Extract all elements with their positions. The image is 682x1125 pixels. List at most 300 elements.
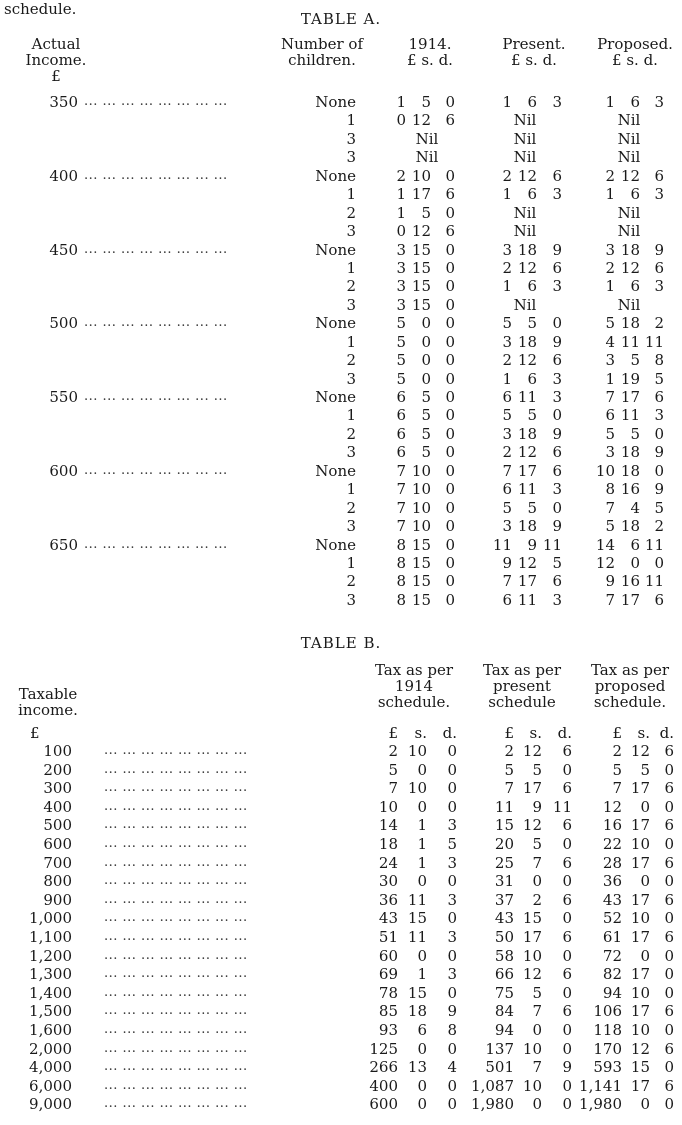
proposed-nil: Nil [617,222,641,241]
table-row [0,316,682,334]
present-pounds: 37 [494,890,514,909]
c1914-shillings: 10 [407,779,427,798]
c1914-pence: 0 [445,314,455,333]
proposed-shillings: 6 [630,535,640,554]
c1914-pence: 0 [445,203,455,222]
proposed-pounds: 593 [593,1058,622,1077]
present-pence: 6 [562,890,572,909]
c1914-shillings: 0 [417,760,427,779]
present-shillings: 11 [517,480,537,499]
c1914-pounds: 85 [378,1002,398,1021]
table-row [0,258,682,279]
c1914-pounds: 0 [396,111,406,130]
c1914-pence: 0 [445,461,455,480]
c1914-pence: 0 [447,983,457,1002]
table-b-header-income: Taxable income. [18,685,78,719]
present-pounds: 43 [494,909,514,928]
c1914-shillings: 5 [421,424,431,443]
c1914-shillings: 1 [417,965,427,984]
children-value: None [315,388,356,406]
c1914-pounds: 8 [396,553,406,572]
c1914-pounds: 2 [396,166,406,185]
c1914-pence: 3 [447,890,457,909]
present-shillings: 11 [517,388,537,406]
income-value: 600 [43,834,72,853]
proposed-pence: 0 [654,553,664,572]
income-value: 900 [43,890,72,909]
c1914-shillings: 0 [417,946,427,965]
present-pence: 11 [542,535,562,554]
proposed-pounds: 3 [605,443,615,462]
c1914-pounds: 7 [396,498,406,517]
income-value: 4,000 [29,1058,72,1077]
present-shillings: 12 [517,553,537,572]
proposed-nil: Nil [617,111,641,130]
c1914-nil: Nil [415,129,439,148]
income-value: 450 [49,240,78,259]
c1914-shillings: 10 [407,742,427,760]
c1914-pounds: 14 [378,816,398,835]
present-pence: 9 [552,332,562,351]
present-shillings: 12 [517,443,537,462]
c1914-shillings: 15 [411,240,431,259]
proposed-pence: 9 [654,480,664,499]
proposed-pounds: 1 [605,185,615,204]
c1914-shillings: 17 [411,185,431,204]
proposed-shillings: 0 [640,797,650,816]
table-row [0,744,682,763]
c1914-pence: 3 [447,816,457,835]
c1914-pence: 0 [445,295,455,314]
income-value: 6,000 [29,1076,72,1095]
children-value: 3 [346,129,356,148]
present-pence: 6 [562,1002,572,1021]
present-pence: 3 [552,185,562,204]
leader-dots: ... ... ... ... ... ... ... ... [104,744,248,757]
present-shillings: 9 [532,797,542,816]
c1914-pence: 8 [447,1020,457,1039]
table-row [0,390,682,408]
table-row [0,482,682,500]
proposed-shillings: 12 [620,166,640,185]
proposed-pounds: 28 [602,853,622,872]
c1914-pounds: 6 [396,424,406,443]
present-pence: 3 [552,277,562,296]
present-pounds: 11 [494,797,514,816]
present-pence: 9 [552,517,562,536]
leader-dots: ... ... ... ... ... ... ... ... [84,316,228,330]
present-shillings: 0 [532,872,542,891]
present-shillings: 12 [522,965,542,984]
unit-pounds-1914: £ [388,724,398,742]
table-b-unit-row [0,726,682,744]
c1914-shillings: 1 [417,816,427,835]
table-row [0,1097,682,1116]
present-pence: 3 [552,369,562,388]
table-row [0,853,682,875]
children-value: 3 [346,222,356,241]
c1914-shillings: 0 [417,1095,427,1114]
proposed-pence: 0 [654,461,664,480]
children-value: 1 [346,111,356,130]
present-pounds: 58 [494,946,514,965]
leader-dots: ... ... ... ... ... ... ... ... [84,242,228,256]
c1914-shillings: 5 [421,93,431,111]
present-pounds: 2 [502,351,512,370]
present-pounds: 2 [504,742,514,760]
unit-pence-proposed: d. [659,724,674,742]
c1914-pounds: 7 [396,517,406,536]
table-b-header [0,662,682,728]
proposed-pence: 0 [654,424,664,443]
proposed-shillings: 6 [630,93,640,111]
proposed-shillings: 5 [630,351,640,370]
c1914-pounds: 8 [396,572,406,591]
c1914-shillings: 0 [417,797,427,816]
present-pence: 3 [552,388,562,406]
table-a-header [0,36,682,96]
present-pence: 0 [562,1095,572,1114]
proposed-shillings: 18 [620,517,640,536]
income-value: 500 [43,816,72,835]
table-row [0,203,682,224]
c1914-shillings: 10 [411,166,431,185]
table-row [0,519,682,537]
present-nil: Nil [513,148,537,167]
proposed-pounds: 94 [602,983,622,1002]
present-pounds: 7 [502,572,512,591]
leader-dots: ... ... ... ... ... ... ... ... [84,463,228,477]
c1914-pence: 4 [447,1058,457,1077]
c1914-pence: 0 [445,388,455,406]
present-pence: 0 [562,1076,572,1095]
c1914-pence: 0 [445,572,455,591]
proposed-pence: 2 [654,517,664,536]
present-pounds: 7 [504,779,514,798]
c1914-shillings: 0 [417,1039,427,1058]
table-row [0,240,682,261]
present-pence: 6 [562,779,572,798]
proposed-shillings: 4 [630,498,640,517]
c1914-pounds: 7 [396,461,406,480]
present-pence: 5 [552,553,562,572]
proposed-pence: 0 [664,1058,674,1077]
c1914-shillings: 15 [407,983,427,1002]
present-pence: 0 [562,872,572,891]
children-value: 3 [346,443,356,462]
c1914-pence: 0 [445,498,455,517]
proposed-pence: 0 [664,797,674,816]
leader-dots: ... ... ... ... ... ... ... ... [104,1078,248,1092]
proposed-shillings: 0 [640,872,650,891]
present-shillings: 17 [522,779,542,798]
c1914-pounds: 24 [378,853,398,872]
c1914-shillings: 0 [421,332,431,351]
proposed-shillings: 10 [630,1020,650,1039]
present-pence: 6 [562,927,572,946]
c1914-pence: 6 [445,185,455,204]
income-value: 800 [43,872,72,891]
table-row [0,760,682,782]
present-pounds: 84 [494,1002,514,1021]
c1914-pence: 0 [445,480,455,499]
children-value: 3 [346,590,356,609]
c1914-pence: 5 [447,834,457,853]
present-pounds: 1 [502,277,512,296]
present-shillings: 10 [522,1076,542,1095]
present-pounds: 5 [502,406,512,425]
proposed-pence: 9 [654,240,664,259]
table-row [0,353,682,371]
proposed-pounds: 5 [605,517,615,536]
proposed-pounds: 5 [605,314,615,333]
children-value: 3 [346,369,356,388]
table-b-header-present: Tax as per present schedule [482,661,562,711]
c1914-shillings: 15 [411,572,431,591]
c1914-pence: 0 [447,946,457,965]
proposed-shillings: 17 [630,816,650,835]
unit-shillings-present: s. [529,724,542,742]
present-pounds: 6 [502,590,512,609]
c1914-pounds: 7 [396,480,406,499]
proposed-shillings: 18 [620,240,640,259]
present-nil: Nil [513,295,537,314]
present-pounds: 20 [494,834,514,853]
present-pence: 0 [552,498,562,517]
present-pence: 6 [562,742,572,760]
c1914-shillings: 5 [421,203,431,222]
present-pounds: 2 [502,443,512,462]
present-shillings: 6 [527,93,537,111]
table-a-title: TABLE A. [300,10,382,28]
present-shillings: 5 [532,760,542,779]
proposed-shillings: 0 [640,946,650,965]
proposed-pence: 11 [644,572,664,591]
children-value: None [315,461,356,480]
present-pence: 0 [562,1039,572,1058]
present-pounds: 9 [502,553,512,572]
proposed-pounds: 16 [602,816,622,835]
present-pounds: 25 [494,853,514,872]
proposed-shillings: 0 [640,1095,650,1114]
present-pounds: 3 [502,332,512,351]
c1914-shillings: 10 [411,517,431,536]
children-value: None [315,240,356,259]
children-value: 1 [346,332,356,351]
proposed-shillings: 18 [620,443,640,462]
proposed-shillings: 11 [620,406,640,425]
proposed-pounds: 118 [593,1020,622,1039]
table-row [0,535,682,556]
proposed-pounds: 8 [605,480,615,499]
c1914-pounds: 3 [396,295,406,314]
c1914-pence: 0 [445,406,455,425]
proposed-pounds: 12 [595,553,615,572]
c1914-shillings: 12 [411,222,431,241]
c1914-pounds: 5 [396,369,406,388]
children-value: None [315,314,356,333]
c1914-shillings: 15 [411,295,431,314]
c1914-pounds: 8 [396,535,406,554]
present-pounds: 5 [502,314,512,333]
table-a-header-1914: 1914. £ s. d. [407,35,453,69]
proposed-shillings: 16 [620,480,640,499]
table-row [0,797,682,819]
table-row [0,187,682,205]
proposed-pence: 0 [664,946,674,965]
proposed-pounds: 1,141 [579,1076,622,1095]
present-pounds: 66 [494,965,514,984]
proposed-shillings: 10 [630,983,650,1002]
income-value: 1,100 [29,927,72,946]
table-row [0,1060,682,1079]
present-pence: 0 [562,834,572,853]
proposed-shillings: 17 [620,388,640,406]
table-row [0,224,682,242]
present-pounds: 75 [494,983,514,1002]
table-row [0,818,682,837]
proposed-pence: 5 [654,498,664,517]
c1914-pounds: 78 [378,983,398,1002]
intro-text: schedule. [4,0,77,18]
c1914-pounds: 69 [378,965,398,984]
leader-dots: ... ... ... ... ... ... ... ... [84,95,228,108]
proposed-shillings: 12 [630,742,650,760]
present-nil: Nil [513,222,537,241]
proposed-pounds: 82 [602,965,622,984]
present-shillings: 7 [532,1002,542,1021]
present-shillings: 10 [522,1039,542,1058]
c1914-pounds: 1 [396,185,406,204]
present-shillings: 5 [527,406,537,425]
proposed-nil: Nil [617,295,641,314]
table-row [0,166,682,187]
children-value: 2 [346,351,356,370]
c1914-pounds: 2 [388,742,398,760]
table-a-header-proposed: Proposed. £ s. d. [597,35,673,69]
table-row [0,874,682,893]
present-pounds: 5 [504,760,514,779]
c1914-shillings: 0 [421,369,431,388]
proposed-pence: 3 [654,93,664,111]
c1914-pounds: 8 [396,590,406,609]
present-pounds: 15 [494,816,514,835]
income-value: 9,000 [29,1095,72,1114]
children-value: None [315,166,356,185]
children-value: 2 [346,424,356,443]
table-row [0,498,682,519]
proposed-pounds: 5 [612,760,622,779]
proposed-pence: 11 [644,535,664,554]
leader-dots: ... ... ... ... ... ... ... ... [84,168,228,182]
present-pounds: 1 [502,185,512,204]
c1914-pence: 0 [445,535,455,554]
proposed-shillings: 10 [630,834,650,853]
leader-dots: ... ... ... ... ... ... ... ... [104,762,248,776]
income-value: 500 [49,314,78,333]
table-a-header-present: Present. £ s. d. [502,35,566,69]
c1914-nil: Nil [415,148,439,167]
proposed-pence: 0 [664,760,674,779]
present-pounds: 3 [502,424,512,443]
table-row [0,445,682,463]
proposed-pounds: 43 [602,890,622,909]
present-pence: 0 [562,909,572,928]
present-pence: 6 [552,351,562,370]
proposed-shillings: 17 [630,890,650,909]
proposed-pence: 6 [654,166,664,185]
income-value: 100 [43,742,72,760]
c1914-pounds: 400 [369,1076,398,1095]
proposed-pounds: 106 [593,1002,622,1021]
present-pence: 11 [552,797,572,816]
c1914-shillings: 0 [417,872,427,891]
table-row [0,834,682,856]
c1914-pence: 0 [445,351,455,370]
table-row [0,590,682,611]
leader-dots: ... ... ... ... ... ... ... ... [104,836,248,850]
leader-dots: ... ... ... ... ... ... ... ... [104,799,248,813]
table-a-header-income: Actual Income. £ [25,35,87,85]
table-row [0,781,682,800]
leader-dots: ... ... ... ... ... ... ... ... [104,781,248,795]
present-shillings: 11 [517,590,537,609]
c1914-shillings: 5 [421,443,431,462]
children-value: 3 [346,295,356,314]
proposed-shillings: 19 [620,369,640,388]
proposed-pence: 3 [654,406,664,425]
table-row [0,332,682,353]
table-row [0,983,682,1005]
leader-dots: ... ... ... ... ... ... ... ... [104,818,248,832]
table-b-header-proposed: Tax as per proposed schedule. [590,661,670,711]
proposed-pence: 6 [664,779,674,798]
c1914-pence: 0 [445,277,455,296]
proposed-shillings: 16 [620,572,640,591]
proposed-pence: 0 [664,1020,674,1039]
leader-dots: ... ... ... ... ... ... ... ... [104,911,248,925]
table-row [0,927,682,949]
c1914-pence: 0 [445,166,455,185]
present-shillings: 5 [532,834,542,853]
children-value: 1 [346,258,356,277]
proposed-pounds: 1,980 [579,1095,622,1114]
c1914-pence: 3 [447,853,457,872]
proposed-pounds: 52 [602,909,622,928]
c1914-pence: 0 [445,443,455,462]
present-nil: Nil [513,129,537,148]
present-pounds: 1,087 [471,1076,514,1095]
present-pence: 6 [562,965,572,984]
c1914-shillings: 5 [421,388,431,406]
income-value: 200 [43,760,72,779]
table-b-income-unit: £ [30,724,40,742]
present-pounds: 11 [492,535,512,554]
c1914-pounds: 5 [396,332,406,351]
table-row [0,129,682,150]
present-shillings: 6 [527,185,537,204]
proposed-pence: 6 [664,890,674,909]
c1914-shillings: 15 [411,258,431,277]
table-a-header-children: Number of children. [280,35,363,69]
income-value: 2,000 [29,1039,72,1058]
present-pounds: 6 [502,388,512,406]
present-pounds: 3 [502,517,512,536]
present-pence: 0 [562,983,572,1002]
proposed-pounds: 7 [605,388,615,406]
proposed-pence: 6 [664,816,674,835]
children-value: 1 [346,480,356,499]
